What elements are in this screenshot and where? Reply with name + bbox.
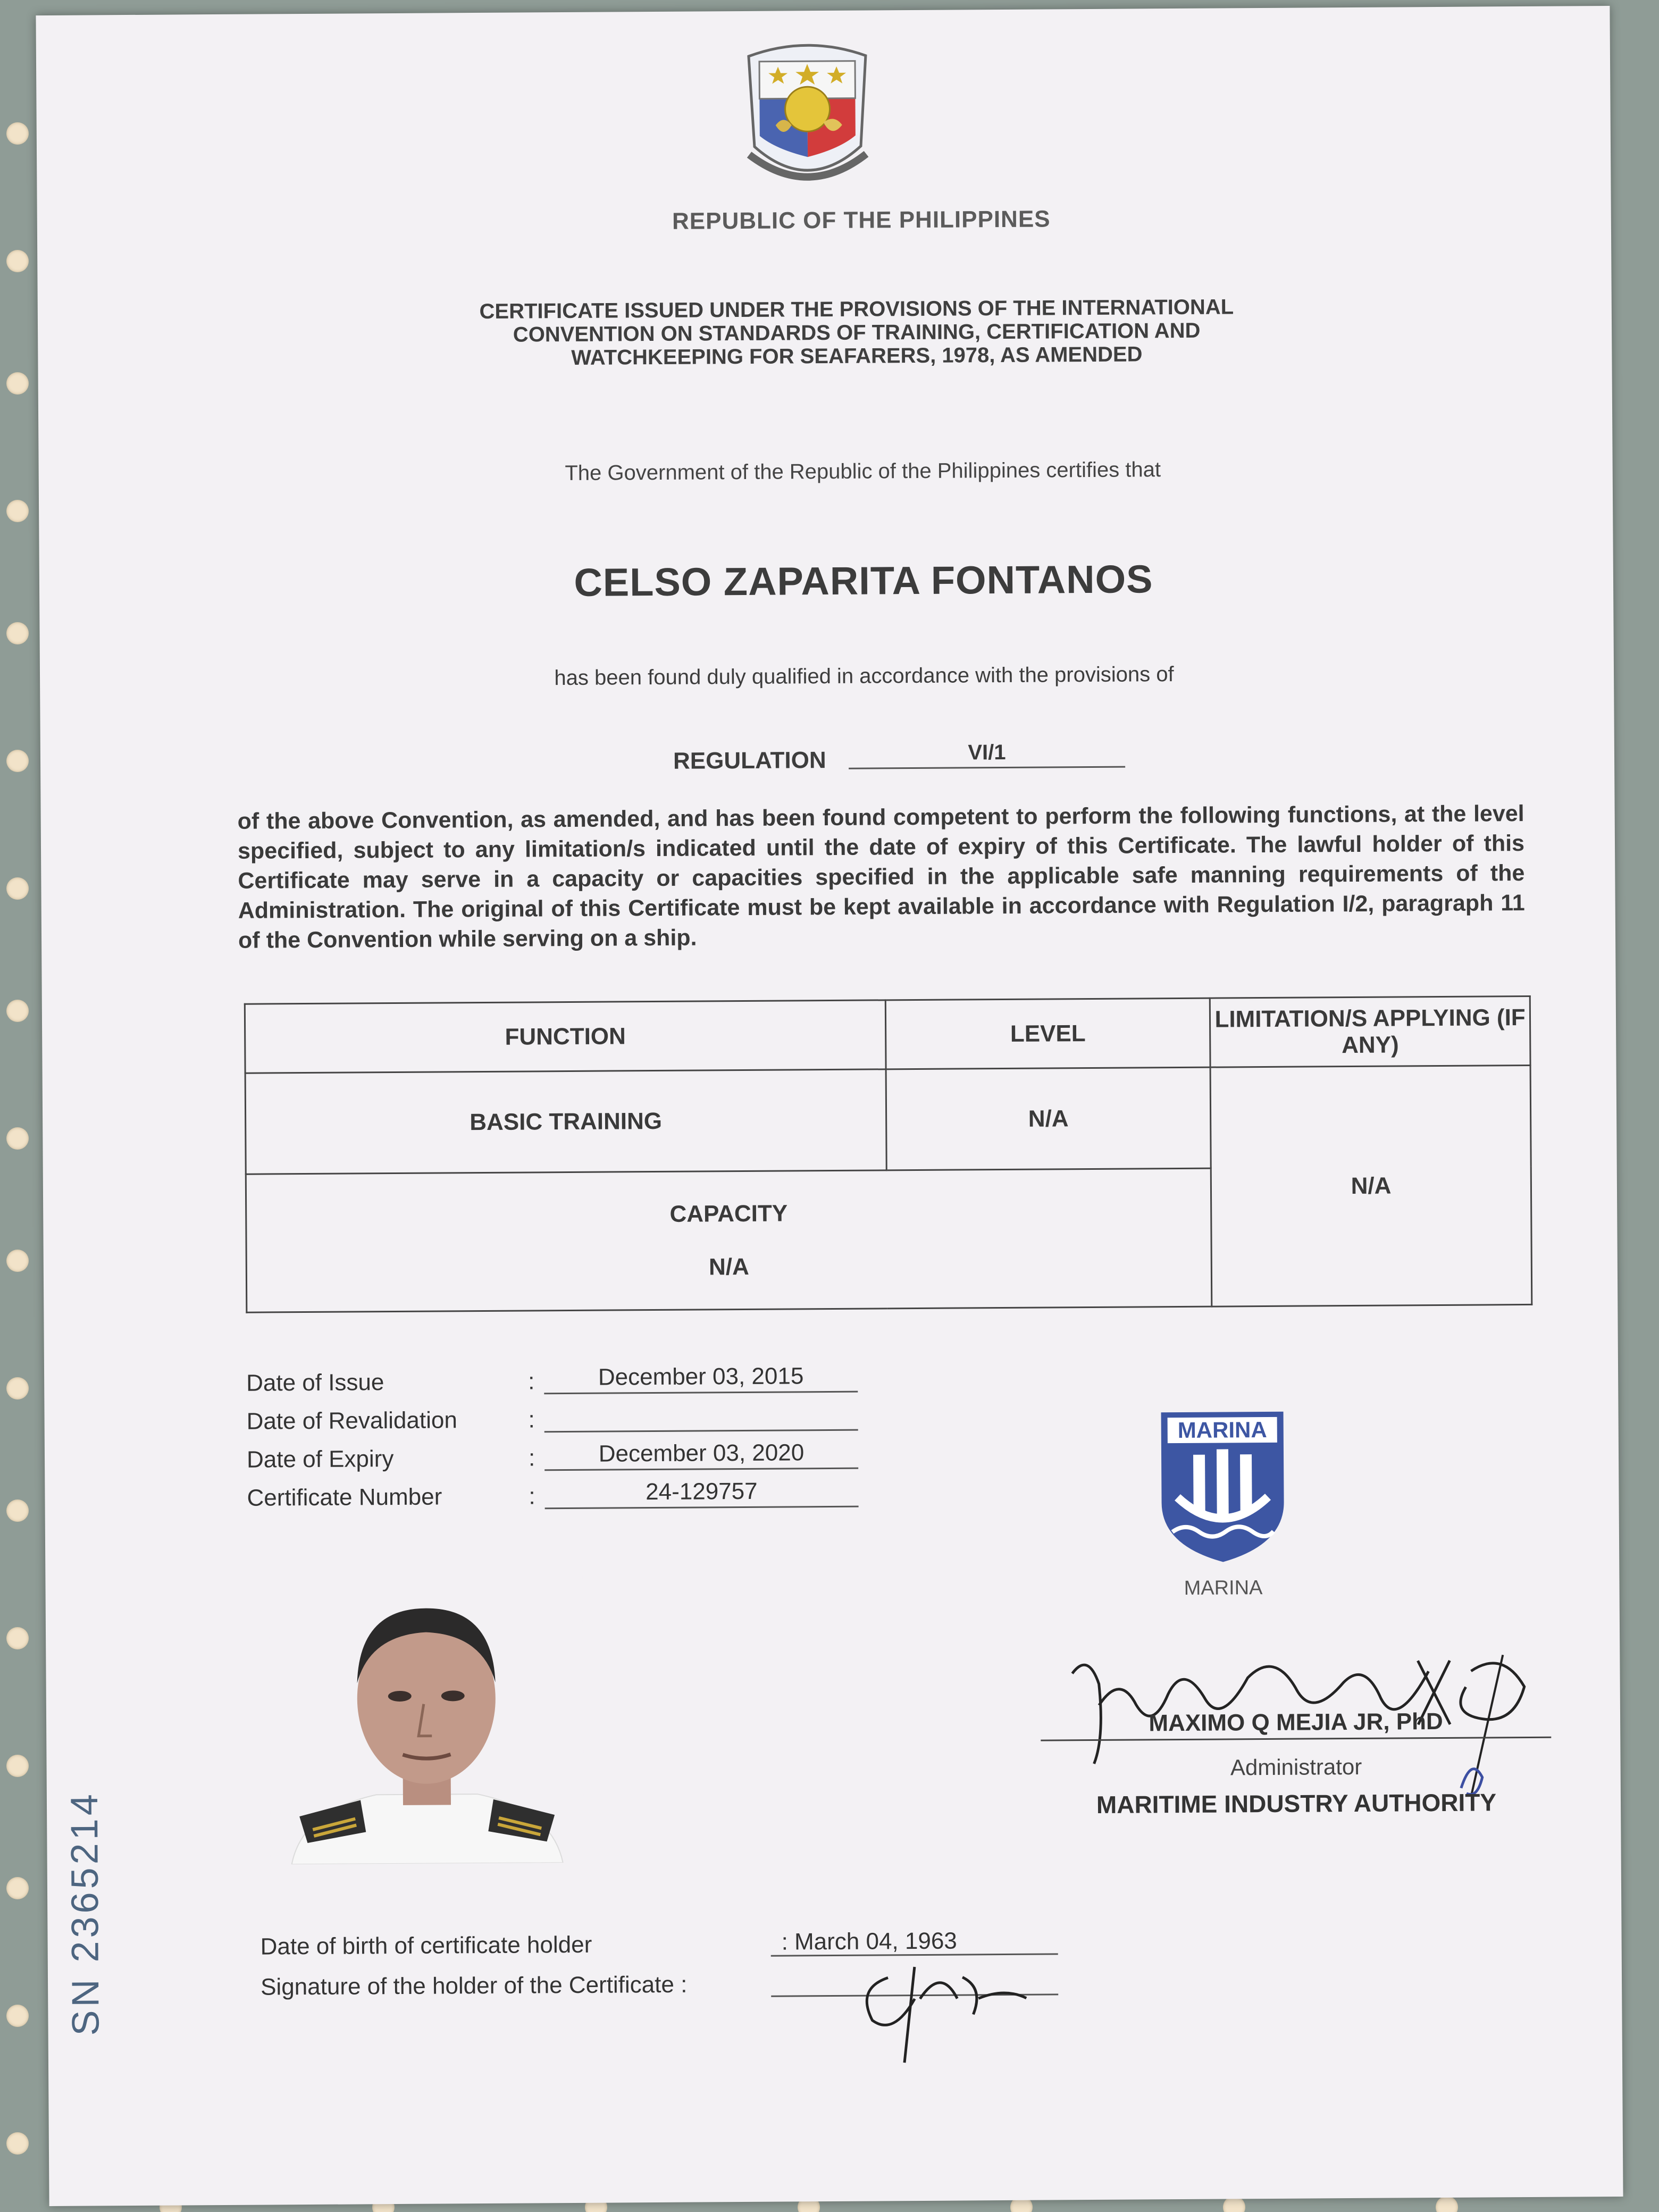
regulation-label: REGULATION (673, 747, 826, 774)
date-of-revalidation-row (246, 1399, 937, 1442)
perforation-dot (6, 1499, 29, 1522)
date-of-revalidation-value (544, 1400, 858, 1433)
convention-line: CERTIFICATE ISSUED UNDER THE PROVISIONS OF THE INTERNATIONAL (479, 295, 1234, 323)
coat-of-arms-seal-icon (727, 34, 888, 200)
date-of-birth-text: March 04, 1963 (794, 1928, 957, 1955)
date-of-revalidation-label: Date of Revalidation (246, 1407, 457, 1435)
perforation-dot (6, 1755, 29, 1777)
perforation-dot (6, 250, 29, 272)
dates-section (246, 1361, 939, 1518)
perforation-dot (6, 1877, 29, 1899)
level-header: LEVEL (885, 998, 1210, 1069)
perforation-dot (6, 1250, 29, 1272)
certifies-statement: The Government of the Republic of the Philippines certifies that (565, 458, 1161, 485)
date-of-expiry-value: December 03, 2020 (544, 1438, 858, 1471)
holder-signature-label: Signature of the holder of the Certificate : (260, 1971, 688, 2000)
limitations-cell: N/A (1210, 1065, 1532, 1306)
capacity-value: N/A (708, 1253, 749, 1280)
holder-signature (835, 1945, 1059, 2068)
perforation-dot (6, 1000, 29, 1022)
functions-table (244, 995, 1533, 1313)
administrator-title: Administrator (1230, 1754, 1362, 1780)
certificate-number-label: Certificate Number (247, 1484, 442, 1511)
perforation-dot (6, 750, 29, 772)
date-of-issue-row (246, 1361, 937, 1403)
date-of-issue-label: Date of Issue (246, 1369, 384, 1396)
certificate-number-value: 24-129757 (544, 1476, 858, 1510)
holder-name: CELSO ZAPARITA FONTANOS (574, 557, 1153, 605)
marina-logo-text: MARINA (1177, 1417, 1267, 1443)
limitations-header: LIMITATION/S APPLYING (IF ANY) (1210, 996, 1530, 1067)
date-of-expiry-row (247, 1437, 938, 1480)
date-of-birth-value: : March 04, 1963 (770, 1923, 1058, 1956)
perforation-dot (6, 2005, 29, 2027)
perforation-dot (6, 1377, 29, 1400)
perforation-dot (6, 1627, 29, 1649)
colon: : (528, 1445, 535, 1471)
date-of-expiry-label: Date of Expiry (246, 1446, 394, 1473)
regulation-value: VI/1 (849, 740, 1125, 769)
marina-caption: MARINA (1184, 1577, 1263, 1599)
convention-line: WATCHKEEPING FOR SEAFARERS, 1978, AS AMENDED (571, 342, 1143, 370)
administrator-name: MAXIMO Q MEJIA JR, PhD (1041, 1708, 1551, 1741)
perforation-dot (6, 122, 29, 145)
perforation-dot (6, 877, 29, 900)
perforation-dot (1436, 2196, 1458, 2212)
capacity-cell (246, 1168, 1212, 1312)
perforation-dot (6, 500, 29, 522)
date-of-birth-label: Date of birth of certificate holder (260, 1931, 592, 1960)
perforation-dot (6, 2132, 29, 2155)
level-cell: N/A (886, 1067, 1211, 1170)
perforation-dot (6, 622, 29, 644)
marina-logo-icon (1155, 1406, 1289, 1567)
colon: : (528, 1368, 535, 1395)
colon: : (529, 1483, 535, 1510)
function-header: FUNCTION (245, 1000, 886, 1073)
qualified-statement: has been found duly qualified in accordance with the provisions of (554, 663, 1174, 690)
holder-photo-image (269, 1565, 584, 1865)
date-of-issue-value: December 03, 2015 (544, 1361, 858, 1395)
perforation-dot (6, 1127, 29, 1150)
capacity-label: CAPACITY (669, 1200, 788, 1227)
colon: : (528, 1406, 535, 1433)
convention-heading (378, 295, 1336, 371)
competence-paragraph: of the above Convention, as amended, and has been found competent to perform the following functions, at the level specified, subject to any limitation/s indicated until the date of expiry of this Certificate. The lawful holder of this Certificate may serve in a capacity or capacities specified in the applicable safe manning requirements of the Administration. The original of this Certificate must be kept available in accordance with Regulation I/2, paragraph 11 of the Convention while serving on a ship. (237, 801, 1525, 953)
certificate-paper (36, 6, 1623, 2206)
authority-name: MARITIME INDUSTRY AUTHORITY (1096, 1788, 1497, 1819)
perforation-dot (6, 372, 29, 395)
serial-number: SN 2365214 (63, 1791, 107, 2036)
certificate-number-row (247, 1476, 938, 1518)
convention-line: CONVENTION ON STANDARDS OF TRAINING, CERTIFICATION AND (513, 319, 1201, 347)
country-title: REPUBLIC OF THE PHILIPPINES (672, 206, 1051, 234)
function-cell: BASIC TRAINING (245, 1069, 886, 1174)
